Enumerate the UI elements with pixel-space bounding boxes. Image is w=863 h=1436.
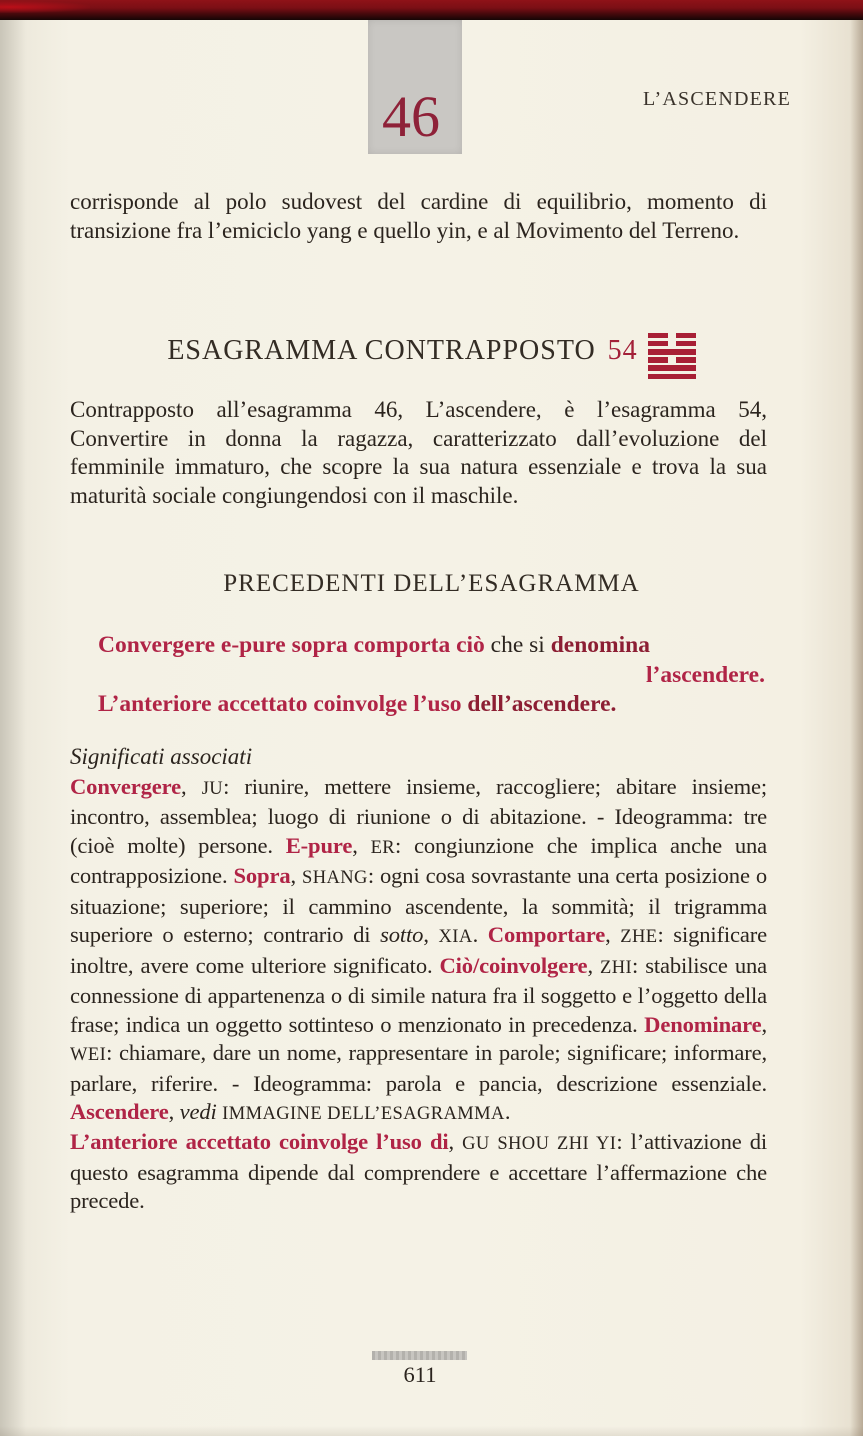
text-segment: : significare inoltre, avere come ulteriore significato. <box>70 922 767 978</box>
text-segment: , <box>587 952 600 978</box>
text-segment: Convergere e-pure sopra comporta ciò <box>98 632 485 658</box>
hexagram-verse <box>98 631 765 720</box>
text-segment: ZHE <box>620 926 658 948</box>
text-segment: Ascendere <box>70 1098 169 1124</box>
section-heading-precedenti: PRECEDENTI DELL’ESAGRAMMA <box>223 570 640 597</box>
text-segment: WEI <box>70 1044 107 1066</box>
chapter-number-box <box>368 20 462 154</box>
hexagram-54-icon <box>648 330 696 382</box>
text-segment: GU SHOU ZHI YI <box>462 1133 617 1155</box>
contrapposto-paragraph: Contrapposto all’esagramma 46, L’ascendere, è l’esagramma 54, Convertire in donna la ragazza, caratterizzato dall’evoluzione del femminile immaturo, che scopre la sua natura essenziale e trova la sua maturità sociale congiungendosi con il maschile. <box>70 397 767 508</box>
text-segment: dell’ascendere. <box>467 691 617 717</box>
text-segment: : stabilisce una connessione di appartenenza o di simile natura fra il soggetto e l’oggetto della frase; indica un oggetto sottinteso o menzionato in precedenza. <box>70 952 767 1037</box>
text-segment: : l’attivazione di questo esagramma dipende dal comprendere e accettare l’affermazione che precede. <box>70 1129 767 1214</box>
text-segment: , <box>448 1129 463 1155</box>
text-segment: , <box>181 774 202 799</box>
section-heading-label: ESAGRAMMA CONTRAPPOSTO <box>167 334 596 366</box>
verse-line <box>98 690 765 720</box>
text-segment: : ogni cosa sovrastante una certa posizione o situazione; superiore; il cammino ascendente, la sommità; il trigramma superiore o esterno; contrario di <box>70 863 768 948</box>
section-heading-contrapposto <box>0 330 863 382</box>
text-segment: , <box>761 1011 767 1037</box>
footer-divider-bar <box>372 1351 467 1360</box>
text-segment: , <box>423 922 439 948</box>
page-number: 611 <box>403 1362 437 1387</box>
hexagram-line-broken <box>648 341 696 347</box>
hexagram-line-solid <box>648 365 696 371</box>
hexagram-line-broken <box>648 357 696 363</box>
chapter-number: 46 <box>382 84 440 149</box>
page-left-shadow <box>0 20 26 1436</box>
contrapposto-number: 54 <box>607 334 638 366</box>
text-segment: Convergere <box>70 774 182 799</box>
text-segment: denomina <box>550 632 650 658</box>
text-segment: Ciò/coinvolgere <box>439 952 588 978</box>
page-right-shadow <box>850 20 863 1436</box>
text-segment: che si <box>484 632 551 658</box>
page-bottom-shadow <box>0 1426 863 1436</box>
text-segment: , <box>168 1098 180 1124</box>
text-segment: JU <box>201 778 224 799</box>
running-head: L’ASCENDERE <box>642 88 791 110</box>
text-segment: , <box>605 922 621 948</box>
significati-body <box>70 773 767 1216</box>
text-segment: L’anteriore accettato coinvolge l’uso <box>98 691 462 717</box>
text-segment: . <box>504 1098 511 1124</box>
text-segment: L’anteriore accettato coinvolge l’uso di <box>70 1129 449 1155</box>
text-segment: Denominare <box>644 1011 762 1037</box>
text-segment: vedi <box>179 1098 217 1124</box>
text-segment: IMMAGINE DELL’ESAGRAMMA <box>222 1102 505 1124</box>
text-segment: Sopra <box>233 863 291 889</box>
book-cover-edge <box>0 0 863 20</box>
text-segment: ZHI <box>599 956 633 978</box>
text-segment: ER <box>370 836 396 858</box>
intro-paragraph: corrisponde al polo sudovest del cardine di equilibrio, momento di transizione fra l’emiciclo yang e quello yin, e al Movimento del Terreno. <box>70 189 767 243</box>
text-segment: : riunire, mettere insieme, raccogliere; abitare insieme; incontro, assemblea; luogo di riunione o di abitazione. - Ideogramma: tre (cioè molte) persone. <box>70 774 767 858</box>
verse-line <box>98 631 765 661</box>
text-segment: , <box>352 832 371 858</box>
text-segment: : congiunzione che implica anche una contrapposizione. <box>70 832 767 889</box>
text-segment: XIA <box>438 926 473 948</box>
text-segment: . <box>472 922 488 948</box>
text-segment: sotto <box>380 922 424 948</box>
text-segment: Comportare <box>487 922 606 948</box>
text-segment: E-pure <box>285 832 353 858</box>
hexagram-line-solid <box>648 374 696 380</box>
verse-line <box>98 661 765 691</box>
text-segment: : chiamare, dare un nome, rappresentare in parole; significare; informare, parlare, riferire. - Ideogramma: parola e pancia, descrizione essenziale. <box>70 1040 767 1096</box>
subheading-significati: Significati associati <box>70 744 253 769</box>
text-segment: , <box>290 863 303 889</box>
text-segment: SHANG <box>302 867 368 889</box>
hexagram-line-broken <box>648 333 696 339</box>
hexagram-line-solid <box>648 349 696 355</box>
text-segment: l’ascendere. <box>646 661 765 688</box>
